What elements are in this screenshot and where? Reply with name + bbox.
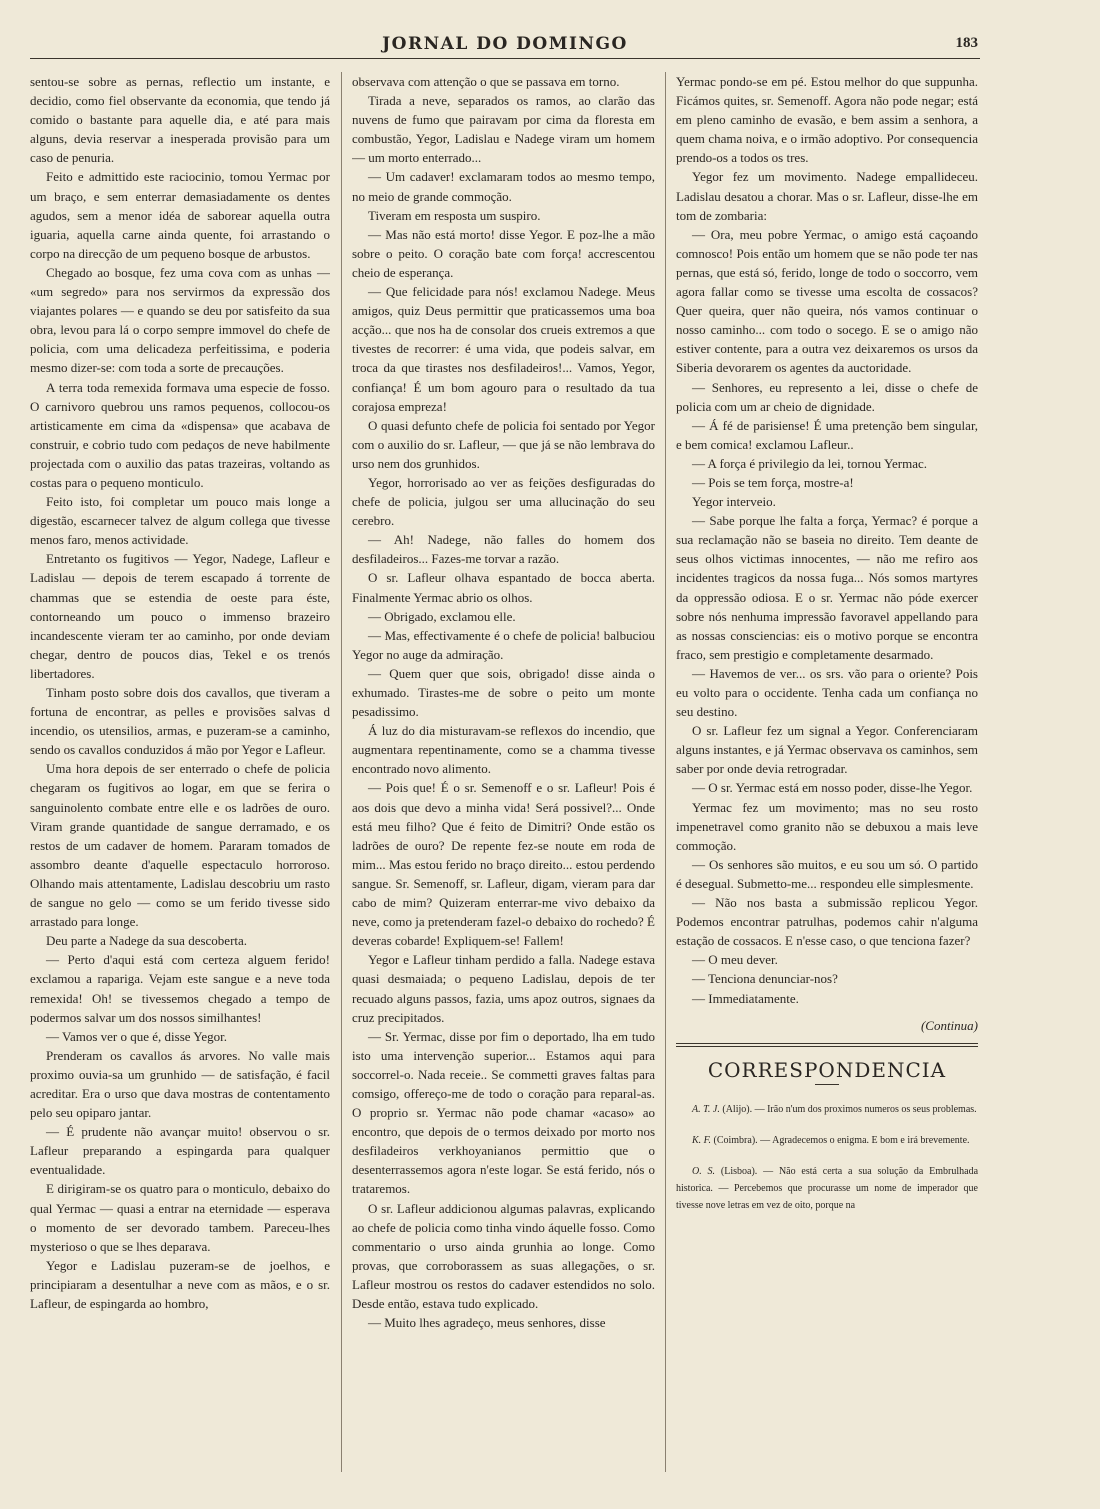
correspondence-text: (Lisboa). — Não está certa a sua solução da Embrulhada historica. — Percebemos que procurasse um nome de imperador que tivesse nove letras em vez de oito, porque na [676, 1165, 978, 1211]
paragraph: — Que felicidade para nós! exclamou Nadege. Meus amigos, quiz Deus permittir que praticassemos uma boa acção... que nos ha de consolar dos crueis extremos a que tivestes de recorrer: é uma vida, que podeis salvar, em troca da que tirastes nos desfiladeiros!... Vamos, Yegor, confiança! É um bom agouro para o resultado da tua corajosa empreza! [352, 284, 655, 414]
title-underline [815, 1084, 839, 1085]
paragraph: — O sr. Yermac está em nosso poder, disse-lhe Yegor. [692, 780, 973, 796]
page-number: 183 [955, 35, 978, 51]
paragraph: Tiveram em resposta um suspiro. [368, 207, 541, 223]
correspondent-initials: A. T. J. [692, 1103, 720, 1115]
masthead-title: JORNAL DO DOMINGO [382, 34, 628, 54]
paragraph: — Sabe porque lhe falta a força, Yermac? é porque a sua reclamação não se baseia no direito. Tem deante de seus olhos victimas innocentes, — não me refiro aos incidentes tragicos da nossa fuga... Nós somos martyres da oppressão odiosa. E o sr. Yermac não póde exercer sobre nós nenhuma impressão favoravel appellando para as nossas consciencias: eis o motivo porque se encontra fraco, sem prestigio e completamente desarmado. [676, 513, 978, 662]
paragraph: — Os senhores são muitos, e eu sou um só. O partido é desegual. Submetto-me... respondeu elle simplesmente. [676, 856, 978, 891]
paragraph: O quasi defunto chefe de policia foi sentado por Yegor com o auxilio do sr. Lafleur, — que já se não lembrava do urso nem dos grunhidos. [352, 417, 655, 471]
correspondent-initials: K. F. [692, 1134, 711, 1146]
paragraph: Deu parte a Nadege da sua descoberta. [46, 933, 248, 949]
paragraph: Feito e admittido este raciocinio, tomou Yermac por um braço, e sem enterrar demasiadamente os dentes agudos, sem a menor idéa de saborear aquella outra iguaria, aquella carne ainda quente, foi arrastando o corpo na direcção de um pequeno bosque de arbustos. [30, 169, 330, 261]
paragraph: Yegor fez um movimento. Nadege empallideceu. Ladislau desatou a chorar. Mas o sr. Lafleur, disse-lhe em tom de zombaria: [676, 169, 978, 223]
page-header [30, 32, 980, 59]
paragraph: O sr. Lafleur olhava espantado de bocca aberta. Finalmente Yermac abrio os olhos. [352, 570, 655, 605]
paragraph: — Sr. Yermac, disse por fim o deportado, lha em tudo isto uma intervenção superior... Estamos aqui para soccorrel-o. Nada receie.. Se commetti graves faltas para comsigo, offereço-me de todo o coração para reparal-as. O proprio sr. Yermac não pode chamar «acaso» ao encontro, que depois de o termos deixado por morto nos desfiladeiros verkhoyanianos permittio que o desenterrassemos agora n'este logar. Se está ferido, nós o trataremos. [352, 1028, 655, 1197]
paragraph: sentou-se sobre as pernas, reflectio um instante, e decidio, como fiel observante da economia, que tendo já comido o bastante para aquelle dia, e até para mais alguns, devia reservar a inesperada provisão para um caso de penuria. [30, 74, 330, 166]
paragraph: — Immediatamente. [692, 990, 799, 1006]
paragraph: — Obrigado, exclamou elle. [368, 608, 516, 624]
paragraph: Yegor e Lafleur tinham perdido a falla. Nadege estava quasi desmaiada; o pequeno Ladislau, depois de ter recuado alguns passos, fazia, ums apoz outros, signaes da cruz precipitados. [352, 952, 655, 1025]
correspondence-item [676, 1163, 978, 1214]
correspondence-title: CORRESPONDENCIA [707, 1057, 947, 1082]
section-divider [676, 1043, 978, 1047]
paragraph: Feito isto, foi completar um pouco mais longe a digestão, escarnecer talvez de algum collega que tivesse menos faro, menos actividade. [30, 494, 330, 548]
paragraph: — Mas não está morto! disse Yegor. E poz-lhe a mão sobre o peito. O coração bate com força! accrescentou cheio de esperança. [352, 226, 655, 280]
paragraph: Tirada a neve, separados os ramos, ao clarão das nuvens de fumo que pairavam por cima da floresta em combustão, Yegor, Ladislau e Nadege viram um homem — um morto enterrado... [352, 93, 655, 166]
paragraph: — Á fé de parisiense! É uma pretenção bem singular, e bem comica! exclamou Lafleur.. [676, 417, 978, 452]
paragraph: A terra toda remexida formava uma especie de fosso. O carnivoro quebrou uns ramos pequenos, collocou-os artisticamente em cima da «dispensa» que acabava de construir, e cobrio tudo com pedaços de neve habilmente projectada com o auxilio das patas trazeiras, voltando as costas para o pequeno monticulo. [30, 379, 330, 490]
paragraph: Yermac fez um movimento; mas no seu rosto impenetravel como granito não se debuxou a mais leve commoção. [676, 799, 978, 853]
text-column-3 [676, 72, 978, 1492]
text-column-1 [30, 72, 330, 1492]
paragraph: — Pois se tem força, mostre-a! [692, 474, 854, 490]
paragraph: — A força é privilegio da lei, tornou Yermac. [692, 455, 928, 471]
correspondence-text: (Alijo). — Irão n'um dos proximos numeros os seus problemas. [722, 1103, 977, 1115]
paragraph: Yermac pondo-se em pé. Estou melhor do que suppunha. Ficámos quites, sr. Semenoff. Agora não pode negar; está em pleno caminho de evasão, e bem assim a senhora, a quem chama noiva, e o irmão adoptivo. Por consequencia prendo-os a todos os tres. [676, 74, 978, 166]
correspondent-initials: O. S. [692, 1165, 716, 1177]
continua-note: (Continua) [920, 1017, 978, 1033]
paragraph: Yegor, horrorisado ao ver as feições desfiguradas do chefe de policia, julgou ser uma allucinação do seu cerebro. [352, 474, 655, 529]
paragraph: — Havemos de ver... os srs. vão para o oriente? Pois eu volto para o occidente. Tenha cada um confiança no seu destino. [676, 665, 978, 720]
paragraph: — Não nos basta a submissão replicou Yegor. Podemos encontrar patrulhas, podemos cahir n'alguma estação de cossacos. E n'esse caso, o que tenciona fazer? [676, 895, 978, 949]
paragraph: — Vamos ver o que é, disse Yegor. [46, 1028, 228, 1044]
correspondence-item [676, 1101, 978, 1118]
paragraph: — Quem quer que sois, obrigado! disse ainda o exhumado. Tirastes-me de sobre o peito um monte pesadissimo. [352, 665, 655, 720]
paragraph: — Ah! Nadege, não falles do homem dos desfiladeiros... Fazes-me torvar a razão. [352, 532, 655, 567]
correspondence-text: (Coimbra). — Agradecemos o enigma. E bom e irá brevemente. [713, 1134, 970, 1146]
paragraph: — Tenciona denunciar-nos? [692, 971, 838, 987]
paragraph: Uma hora depois de ser enterrado o chefe de policia chegaram os fugitivos ao logar, em que se ferira o sanguinolento combate entre elle e os ladrões de ouro. Viram grande quantidade de sangue derramado, e os restos de um cadaver de homem. Pararam tomados de assombro deante d'aquelle espectaculo horroroso. Olhando mais attentamente, Ladislau descobriu um rasto de sangue no gelo — como se um ferido tivesse sido arrastado para longe. [30, 761, 330, 930]
paragraph: O sr. Lafleur addicionou algumas palavras, explicando ao chefe de policia como tinha vindo áquelle fosso. Como commentario o urso ainda grunhia ao longe. Como provas, que corroborassem as suas allegações, o sr. Lafleur mostrou os restos do cadaver estendidos no solo. Desde então, estava tudo explicado. [352, 1200, 655, 1311]
correspondence-item [676, 1132, 978, 1149]
paragraph: observava com attenção o que se passava em torno. [352, 74, 620, 89]
paragraph: — É prudente não avançar muito! observou o sr. Lafleur preparando a espingarda para qualquer eventualidade. [30, 1124, 330, 1178]
paragraph: Entretanto os fugitivos — Yegor, Nadege, Lafleur e Ladislau — depois de terem escapado á torrente de chammas que se estendia de oeste para éste, contorneando um pouco o immenso brazeiro incandescente vieram ter ao caminho, por onde deviam chegar, dentro de poucos dias, Tekel e os trenós libertadores. [30, 551, 330, 681]
paragraph: Yegor e Ladislau puzeram-se de joelhos, e principiaram a desentulhar a neve com as mãos, e o sr. Lafleur, de espingarda ao hombro, [30, 1257, 330, 1311]
paragraph: E dirigiram-se os quatro para o monticulo, debaixo do qual Yermac — quasi a entrar na eternidade — esperava o momento de ser devorado tambem. Pareceu-lhes mysterioso o que se lhes deparava. [30, 1181, 330, 1254]
paragraph: — O meu dever. [692, 952, 778, 968]
column-divider [665, 72, 666, 1472]
paragraph: Chegado ao bosque, fez uma cova com as unhas — «um segredo» para nos servirmos da expressão dos viajantes polares — e quando se deu por satisfeito da sua obra, levou para lá o corpo sempre immovel do chefe de policia, com uma delicadeza perfeitissima, e poderia mesmo dizer-se: com toda a sorte de precauções. [30, 264, 330, 376]
paragraph: Tinham posto sobre dois dos cavallos, que tiveram a fortuna de encontrar, as pelles e provisões salvas d incendio, os utensilios, armas, e puzeram-se a caminho, sendo os cavallos conduzidos á mão por Yegor e Lafleur. [30, 685, 330, 758]
paragraph: — Ora, meu pobre Yermac, o amigo está caçoando comnosco! Pois então um homem que se não pode ter nas pernas, que está só, ferido, longe de todo o soccorro, vem agora fallar como se tivesse uma escolta de cossacos? Quer queira, quer não queira, nós vamos continuar o nosso caminho... com todo o socego. E se o amigo não estiver contente, para a outra vez deixaremos os ursos da Siberia devorarem os agentes da auctoridade. [676, 226, 978, 376]
paragraph: — Mas, effectivamente é o chefe de policia! balbuciou Yegor no auge da admiração. [352, 627, 655, 662]
paragraph: Prenderam os cavallos ás arvores. No valle mais proximo ouvia-sa um grunhido — de satisfação, é facil acreditar. Era o urso que dava mostras de contentamento pelo seu opiparo jantar. [30, 1047, 330, 1121]
paragraph: Á luz do dia misturavam-se reflexos do incendio, que augmentara repentinamente, como se a chamma tivesse encontrado novo alimento. [352, 723, 655, 777]
paragraph: — Perto d'aqui está com certeza alguem ferido! exclamou a rapariga. Vejam este sangue e a neve toda remexida! Oh! se tivessemos chegado a tempo de podermos salvar um dos nossos similhantes! [30, 952, 330, 1025]
paragraph: — Senhores, eu represento a lei, disse o chefe de policia com um ar cheio de dignidade. [676, 379, 978, 414]
paragraph: — Um cadaver! exclamaram todos ao mesmo tempo, no meio de grande commoção. [352, 169, 655, 204]
paragraph: — Pois que! É o sr. Semenoff e o sr. Lafleur! Pois é aos dois que devo a minha vida! Será possivel?... Onde está meu filho? Que é feito de Dimitri? Onde estão os ladrões de ouro? De repente fez-se noute em roda de mim... Mas estou ferido no braço direito... estou perdendo sangue. Sr. Semenoff, sr. Lafleur, digam, vieram para dar cabo de mim? Quizeram enterrar-me vivo debaixo da neve, como ja pretenderam fazel-o debaixo do rochedo? É deveras cobarde! Expliquem-se! Fallem! [352, 780, 655, 949]
paragraph: O sr. Lafleur fez um signal a Yegor. Conferenciaram alguns instantes, e já Yermac observava os caminhos, sem saber por onde devia retrogradar. [676, 723, 978, 777]
paragraph: Yegor interveio. [692, 494, 776, 510]
paragraph: — Muito lhes agradeço, meus senhores, disse [368, 1315, 606, 1331]
text-column-2 [352, 72, 655, 1492]
column-divider [341, 72, 342, 1472]
